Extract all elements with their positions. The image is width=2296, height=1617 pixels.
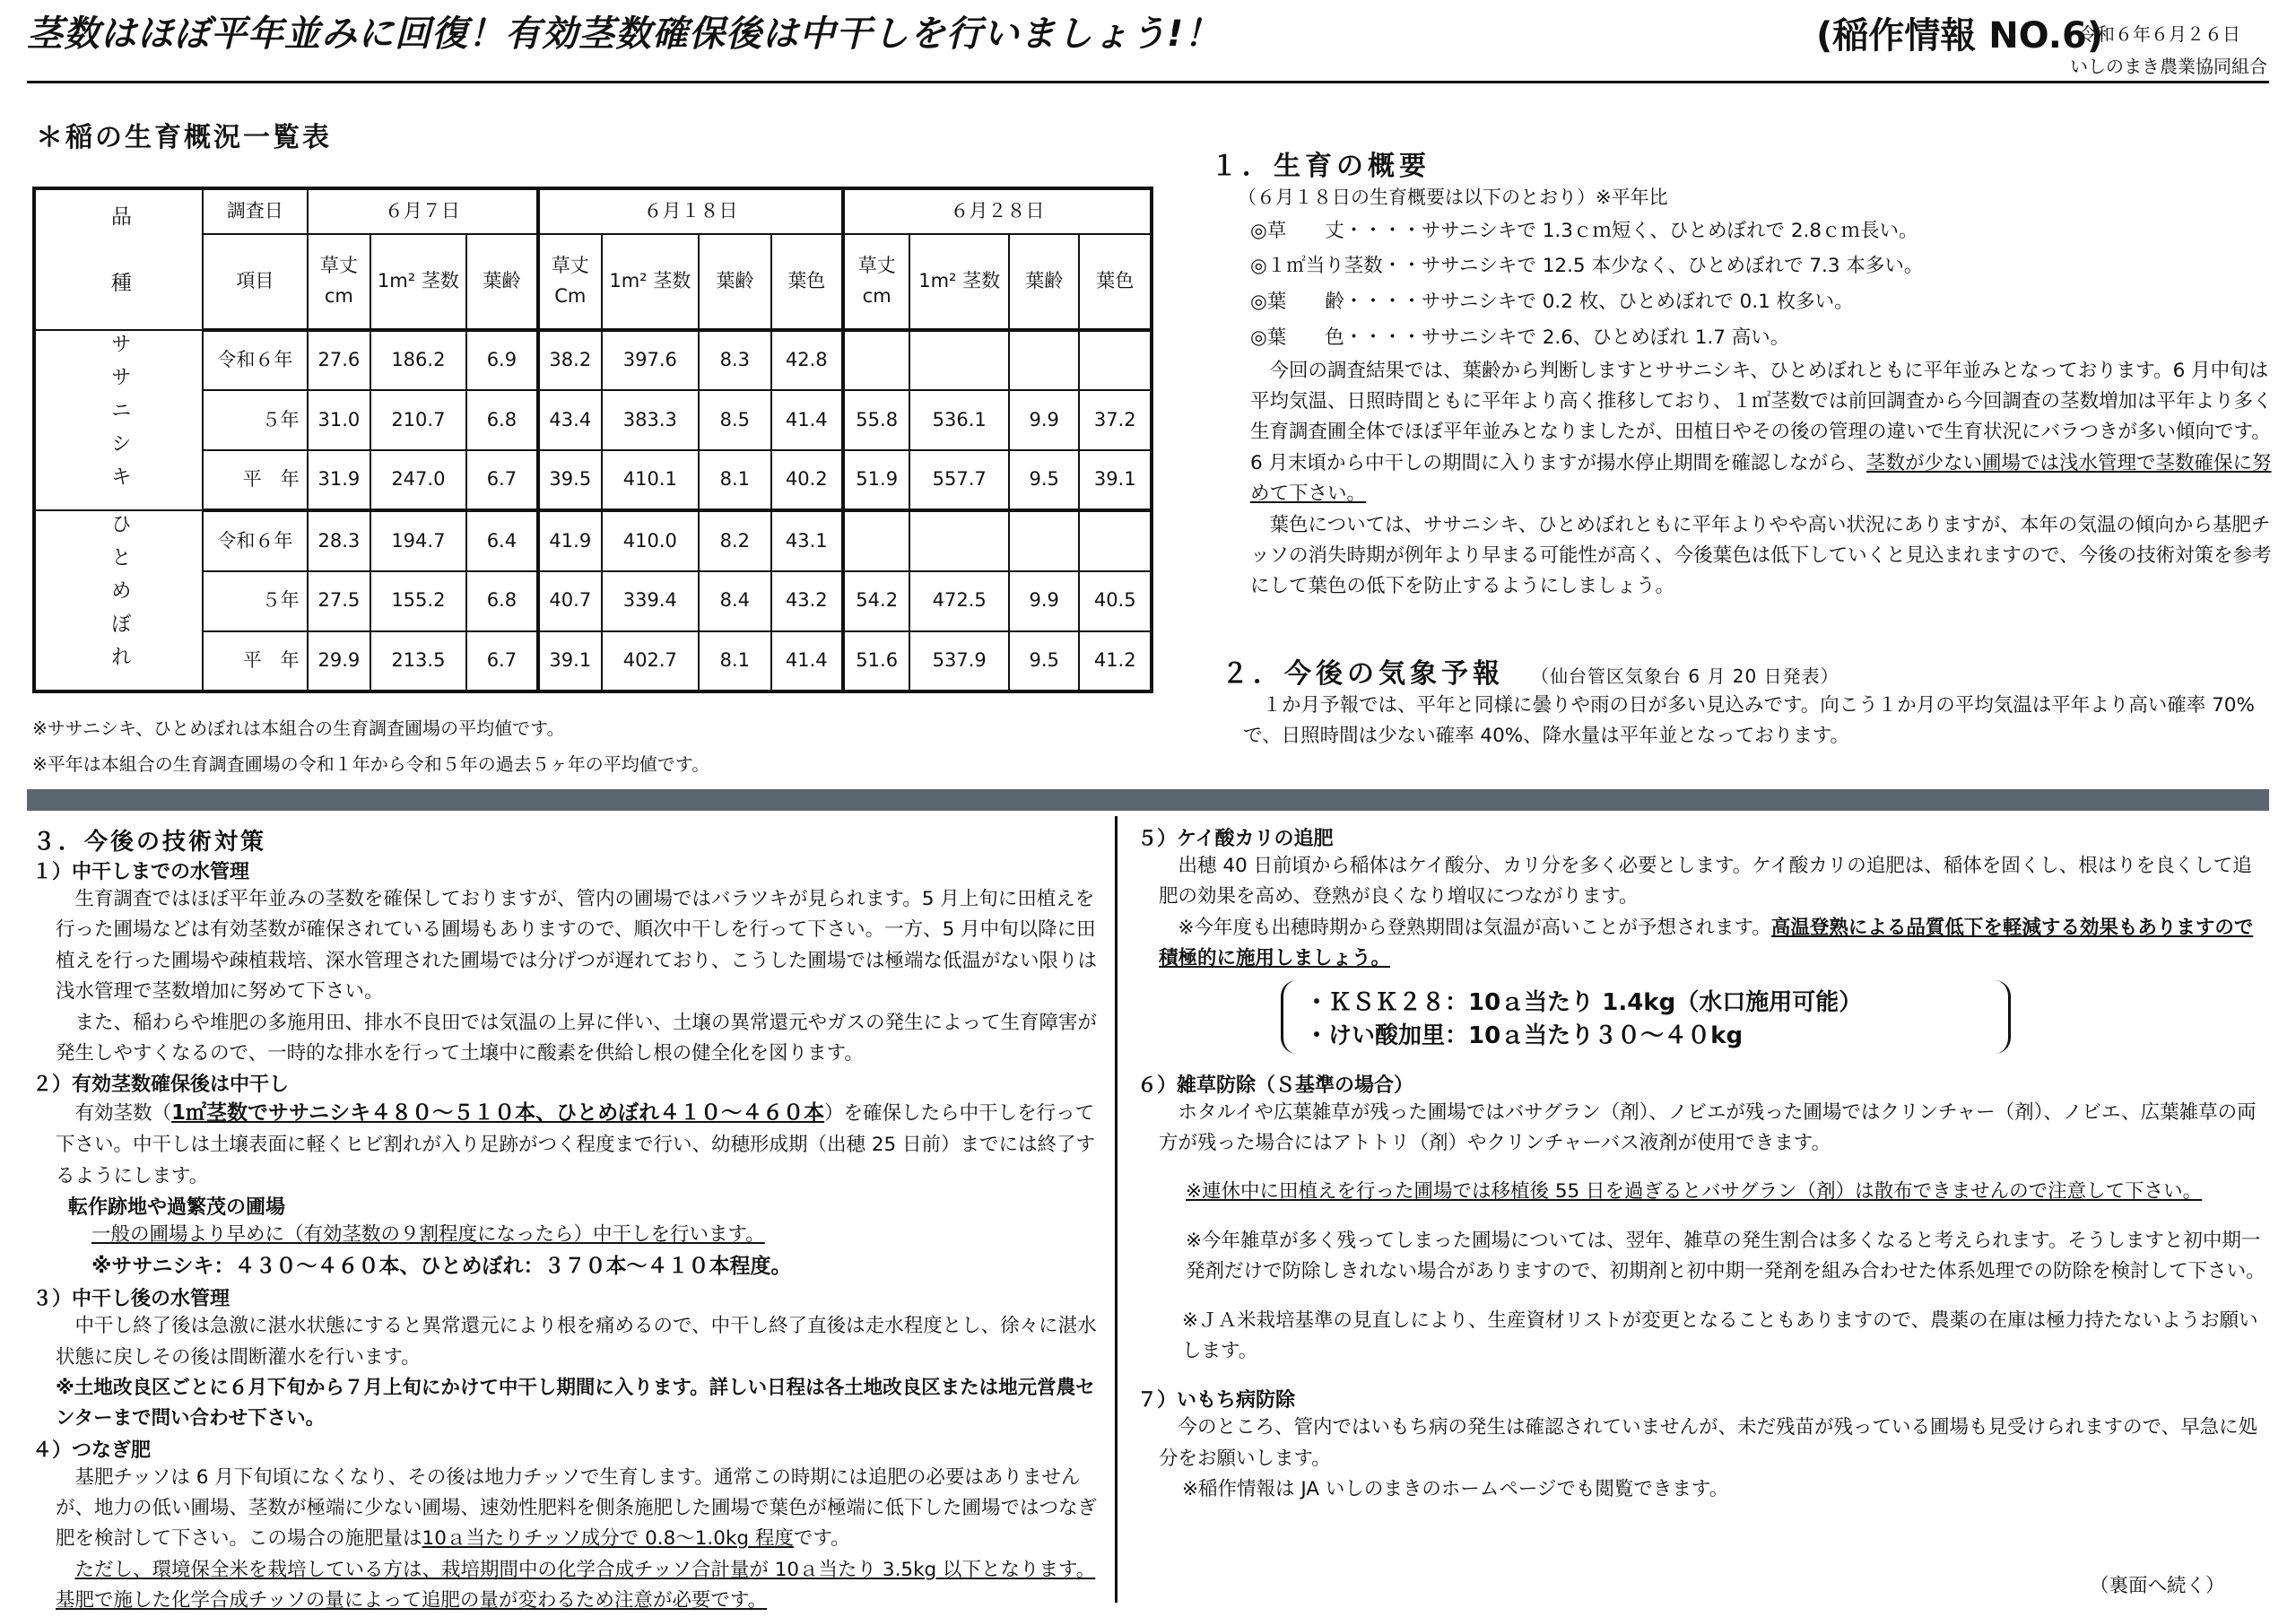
table-note-1: ※ササニシキ、ひとめぼれは本組合の生育調査圃場の平均値です。	[32, 717, 565, 739]
table-cell: 31.0	[308, 390, 370, 450]
col-header: 葉齢	[466, 234, 538, 330]
table-cell: 43.4	[538, 390, 601, 450]
tech-right-column	[1137, 823, 2269, 1505]
tech-s2-sub: 転作跡地や過繁茂の圃場	[68, 1195, 286, 1219]
table-cell: 9.5	[1009, 450, 1079, 510]
table-cell: 9.5	[1009, 631, 1079, 691]
tech-s5-title: ５）ケイ酸カリの追肥	[1137, 828, 1334, 850]
section-bar	[27, 789, 2269, 811]
growth-table	[32, 187, 1153, 693]
table-cell: 42.8	[771, 330, 843, 390]
header-item: 項目	[203, 234, 308, 330]
table-cell: 247.0	[370, 450, 466, 510]
table-cell: 6.7	[466, 450, 538, 510]
table-cell: 6.9	[466, 330, 538, 390]
header-date-3: ６月２８日	[843, 188, 1152, 234]
tech-s2-sub-text: 一般の圃場より早めに（有効茎数の９割程度になったら）中干しを行います。	[91, 1222, 765, 1246]
row-label: 平 年	[203, 450, 308, 510]
table-cell: 39.1	[1079, 450, 1152, 510]
organization-name: いしのまき農業協同組合	[2070, 56, 2267, 77]
tech-s3-note: ※土地改良区ごとに６月下旬から７月上旬にかけて中干し期間に入ります。詳しい日程は各土地改良区または地元営農センターまで問い合わせ下さい。	[56, 1376, 1095, 1430]
table-cell	[843, 510, 909, 570]
table-cell	[1009, 330, 1079, 390]
table-cell	[909, 330, 1009, 390]
tech-s1-p2: また、稲わらや堆肥の多施用田、排水不良田では気温の上昇に伴い、土壌の異常還元やガスの発生によって生育障害が発生しやすくなるので、一時的な排水を行って土壌中に酸素を供給し根の健全化を図ります。	[56, 1011, 1098, 1065]
tech-s4-p2: ただし、環境保全米を栽培している方は、栽培期間中の化学合成チッソ合計量が 10ａ当たり 3.5kg 以下となります。基肥で施した化学合成チッソの量によって追肥の量が変わるため注意が必要です。	[56, 1558, 1096, 1613]
col-header: 葉齢	[1009, 234, 1079, 330]
table-cell	[909, 510, 1009, 570]
table-cell: 40.2	[771, 450, 843, 510]
table-cell: 39.5	[538, 450, 601, 510]
tech-s3-title: ３）中干し後の水管理	[32, 1288, 230, 1311]
col-header: 葉色	[1079, 234, 1152, 330]
table-cell	[1079, 330, 1152, 390]
growth-intro: （６月１８日の生育概要は以下のとおり）※平年比	[1238, 187, 1668, 208]
table-cell: 8.1	[699, 631, 770, 691]
table-cell: 410.0	[602, 510, 700, 570]
tech-s3-p: 中干し終了後は急激に湛水状態にすると異常還元により根を痛めるので、中干し終了直後は走水程度とし、徐々に湛水状態に戻しその後は間断灌水を行います。	[56, 1315, 1097, 1369]
tech-s1-title: １）中干しまでの水管理	[32, 861, 250, 883]
growth-overview	[1211, 143, 2278, 603]
tech-s2-title: ２）有効茎数確保後は中干し	[32, 1074, 290, 1097]
header-date-1: ６月７日	[308, 188, 538, 234]
growth-item: ◎１㎡当り茎数・・ササニシキで 12.5 本少なく、ひとめぼれで 7.3 本多い。	[1250, 255, 1924, 278]
tech-left-column	[32, 823, 1107, 1617]
col-header: 1m² 茎数	[909, 234, 1009, 330]
tech-s5-p: 出穂 40 日前頃から稲体はケイ酸分、カリ分を多く必要とします。ケイ酸カリの追肥は、稲体を固くし、根はりを良くして追肥の効果を高め、登熟が良くなり増収につながります。	[1159, 855, 2252, 908]
tech-s2-p: 有効茎数（1㎡茎数でササニシキ４８０～５１０本、ひとめぼれ４１０～４６０本）を確保したら中干しを行って下さい。中干しは土壌表面に軽くヒビ割れが入り足跡がつく程度まで行い、幼穂形成期（出穂 25 日前）までには終了するようにします。	[56, 1101, 1096, 1187]
table-title: ＊稲の生育概況一覧表	[36, 122, 332, 153]
table-cell: 55.8	[843, 390, 909, 450]
table-cell	[843, 330, 909, 390]
table-cell: 339.4	[602, 571, 700, 631]
growth-item: ◎葉 色・・・・ササニシキで 2.6、ひとめぼれ 1.7 高い。	[1250, 326, 1790, 349]
table-cell: 537.9	[909, 631, 1009, 691]
table-cell	[1009, 510, 1079, 570]
table-cell: 6.8	[466, 571, 538, 631]
table-cell: 41.4	[771, 390, 843, 450]
forecast-heading: ２．今後の気象予報 （仙台管区気象台 6 月 20 日発表）	[1222, 658, 1839, 690]
table-cell: 51.6	[843, 631, 909, 691]
table-cell: 402.7	[602, 631, 700, 691]
table-cell: 51.9	[843, 450, 909, 510]
table-cell: 155.2	[370, 571, 466, 631]
growth-items	[1250, 213, 2278, 356]
silicate-item: ・ＫＳＫ２８：10ａ当たり 1.4kg（水口施用可能）	[1305, 988, 1863, 1016]
tech-s7-title: ７）いもち病防除	[1137, 1389, 1296, 1413]
tech-s4-title: ４）つなぎ肥	[32, 1439, 152, 1462]
col-header: 草丈 Cm	[538, 234, 601, 330]
tech-s6-note-1: ※連休中に田植えを行った圃場では移植後 55 日を過ぎるとバサグラン（剤）は散布できませんので注意して下さい。	[1186, 1180, 2203, 1204]
table-cell: 383.3	[602, 390, 700, 450]
table-cell: 8.4	[699, 571, 770, 631]
table-cell: 40.7	[538, 571, 601, 631]
growth-item: ◎草 丈・・・・ササニシキで 1.3ｃｍ短く、ひとめぼれで 2.8ｃｍ長い。	[1250, 219, 1918, 242]
table-cell: 41.2	[1079, 631, 1152, 691]
table-cell: 43.1	[771, 510, 843, 570]
tech-s4-p: 基肥チッソは 6 月下旬頃になくなり、その後は地力チッソで生育します。通常この時期には追肥の必要はありませんが、地力の低い圃場、茎数が極端に少ない圃場、速効性肥料を側条施肥した圃場で葉色が極端に低下した圃場ではつなぎ肥を検討して下さい。この場合の施肥量は10ａ当たりチッソ成分で 0.8～1.0kg 程度です。	[56, 1465, 1098, 1551]
table-cell: 41.9	[538, 510, 601, 570]
growth-item: ◎葉 齢・・・・ササニシキで 0.2 枚、ひとめぼれで 0.1 枚多い。	[1250, 291, 1854, 314]
header-date-2: ６月１８日	[538, 188, 843, 234]
table-cell: 28.3	[308, 510, 370, 570]
table-cell: 8.3	[699, 330, 770, 390]
tech-s1-p1: 生育調査ではほぼ平年並みの茎数を確保しておりますが、管内の圃場ではバラツキが見られます。5 月上旬に田植えを行った圃場などは有効茎数が確保されている圃場もありますので、順次中干しを行って下さい。一方、5 月中旬以降に田植えを行った圃場や疎植栽培、深水管理された圃場では分げつが遅れており、こうした圃場では極端な低温がない限りは浅水管理で茎数増加に努めて下さい。	[56, 888, 1098, 1004]
tech-s6-title: ６）雑草防除（Ｓ基準の場合）	[1137, 1074, 1414, 1097]
table-cell: 54.2	[843, 571, 909, 631]
row-label: ５年	[203, 571, 308, 631]
header-survey-day: 調査日	[203, 188, 308, 234]
table-cell: 8.5	[699, 390, 770, 450]
table-cell: 31.9	[308, 450, 370, 510]
silicate-item: ・けい酸加里：10ａ当たり３０～４０kg	[1305, 1021, 1744, 1049]
table-cell: 9.9	[1009, 571, 1079, 631]
row-label: 令和６年	[203, 330, 308, 390]
forecast-text: １か月予報では、平年と同様に曇りや雨の日が多い見込みです。向こう１か月の平均気温は平年より高い確率 70%で、日照時間は少ない確率 40%、降水量は平年並となっております。	[1243, 694, 2255, 748]
table-cell: 27.6	[308, 330, 370, 390]
issue-date: 令和６年６月２６日	[2079, 23, 2240, 45]
table-cell: 41.4	[771, 631, 843, 691]
table-cell	[1079, 510, 1152, 570]
tech-s7-note: ※稲作情報は JA いしのまきのホームページでも閲覧できます。	[1182, 1478, 1729, 1501]
headline: 茎数はほぼ平年並みに回復！有効茎数確保後は中干しを行いましょう!！	[27, 13, 1222, 55]
continued-note: （裏面へ続く）	[2090, 1575, 2225, 1597]
silicate-box	[1281, 980, 2011, 1054]
table-cell: 557.7	[909, 450, 1009, 510]
column-divider	[1115, 816, 1118, 1603]
table-cell: 6.8	[466, 390, 538, 450]
table-cell: 8.1	[699, 450, 770, 510]
tech-s6-note-3: ※ＪＡ米栽培基準の見直しにより、生産資材リストが変更となることもありますので、農薬の在庫は極力持たないようお願いします。	[1182, 1308, 2258, 1362]
table-cell: 186.2	[370, 330, 466, 390]
col-header: 草丈 cm	[843, 234, 909, 330]
table-cell: 39.1	[538, 631, 601, 691]
col-header: 1m² 茎数	[370, 234, 466, 330]
table-cell: 40.5	[1079, 571, 1152, 631]
table-cell: 9.9	[1009, 390, 1079, 450]
variety-name: ひとめぼれ	[34, 510, 203, 691]
tech-s5-note: ※今年度も出穂時期から登熟期間は気温が高いことが予想されます。高温登熟による品質低下を軽減する効果もありますので積極的に施用しましょう。	[1159, 916, 2254, 970]
col-header: 葉齢	[699, 234, 770, 330]
table-cell: 6.4	[466, 510, 538, 570]
table-row	[34, 330, 1152, 390]
table-cell: 29.9	[308, 631, 370, 691]
growth-paragraph-1: 今回の調査結果では、葉齢から判断しますとササニシキ、ひとめぼれともに平年並みとなっております。6 月中旬は平均気温、日照時間ともに平年より高く推移しており、１㎡茎数では前回調査から今回調査の茎数増加は平年より多く生育調査圃全体でほぼ平年並みとなりましたが、田植日やその後の管理の違いで生育状況にバラつきが多い傾向です。6 月末頃から中干しの期間に入りますが揚水停止期間を確認しながら、茎数が少ない圃場では浅水管理で茎数確保に努めて下さい。	[1250, 359, 2273, 506]
table-cell: 27.5	[308, 571, 370, 631]
header-variety: 品 種	[34, 188, 203, 330]
table-cell: 397.6	[602, 330, 700, 390]
tech-s6-note-2: ※今年雑草が多く残ってしまった圃場については、翌年、雑草の発生割合は多くなると考えられます。そうしますと初中期一発剤だけで防除しきれない場合がありますので、初期剤と初中期一発剤を組み合わせた体系処理での防除を検討して下さい。	[1186, 1229, 2266, 1283]
table-cell: 8.2	[699, 510, 770, 570]
table-cell: 6.7	[466, 631, 538, 691]
table-cell: 194.7	[370, 510, 466, 570]
row-label: ５年	[203, 390, 308, 450]
table-cell: 210.7	[370, 390, 466, 450]
table-cell: 38.2	[538, 330, 601, 390]
table-cell: 472.5	[909, 571, 1009, 631]
row-label: 平 年	[203, 631, 308, 691]
issue-number: (稲作情報 NO.6)	[1816, 15, 2104, 57]
growth-paragraph-2: 葉色については、ササニシキ、ひとめぼれともに平年よりやや高い状況にありますが、本年の気温の傾向から基肥チッソの消失時期が例年より早まる可能性が高く、今後葉色は低下していくと見込まれますので、今後の技術対策を参考にして葉色の低下を防止するようにしましょう。	[1250, 513, 2272, 598]
row-label: 令和６年	[203, 510, 308, 570]
col-header: 葉色	[771, 234, 843, 330]
col-header: 草丈 cm	[308, 234, 370, 330]
table-cell: 213.5	[370, 631, 466, 691]
tech-s2-sub-note: ※ササニシキ：４３０～４６０本、ひとめぼれ：３７０本～４１０本程度。	[91, 1255, 792, 1279]
table-row	[34, 510, 1152, 570]
table-cell: 410.1	[602, 450, 700, 510]
header-rule	[27, 81, 2269, 83]
table-cell: 37.2	[1079, 390, 1152, 450]
col-header: 1m² 茎数	[602, 234, 700, 330]
growth-heading: １．生育の概要	[1211, 151, 1431, 182]
tech-heading: ３．今後の技術対策	[32, 829, 267, 856]
forecast	[1222, 651, 2271, 752]
table-cell: 536.1	[909, 390, 1009, 450]
variety-name: ササニシキ	[34, 330, 203, 511]
tech-s6-p: ホタルイや広葉雑草が残った圃場ではバサグラン（剤）、ノビエが残った圃場ではクリンチャー（剤）、ノビエ、広葉雑草の両方が残った場合にはアトトリ（剤）やクリンチャーバス液剤が使用できます。	[1159, 1100, 2257, 1154]
table-note-2: ※平年は本組合の生育調査圃場の令和１年から令和５年の過去５ヶ年の平均値です。	[32, 753, 710, 775]
table-cell: 43.2	[771, 571, 843, 631]
tech-s7-p: 今のところ、管内ではいもち病の発生は確認されていませんが、未だ残苗が残っている圃場も見受けられますので、早急に処分をお願いします。	[1159, 1416, 2258, 1470]
